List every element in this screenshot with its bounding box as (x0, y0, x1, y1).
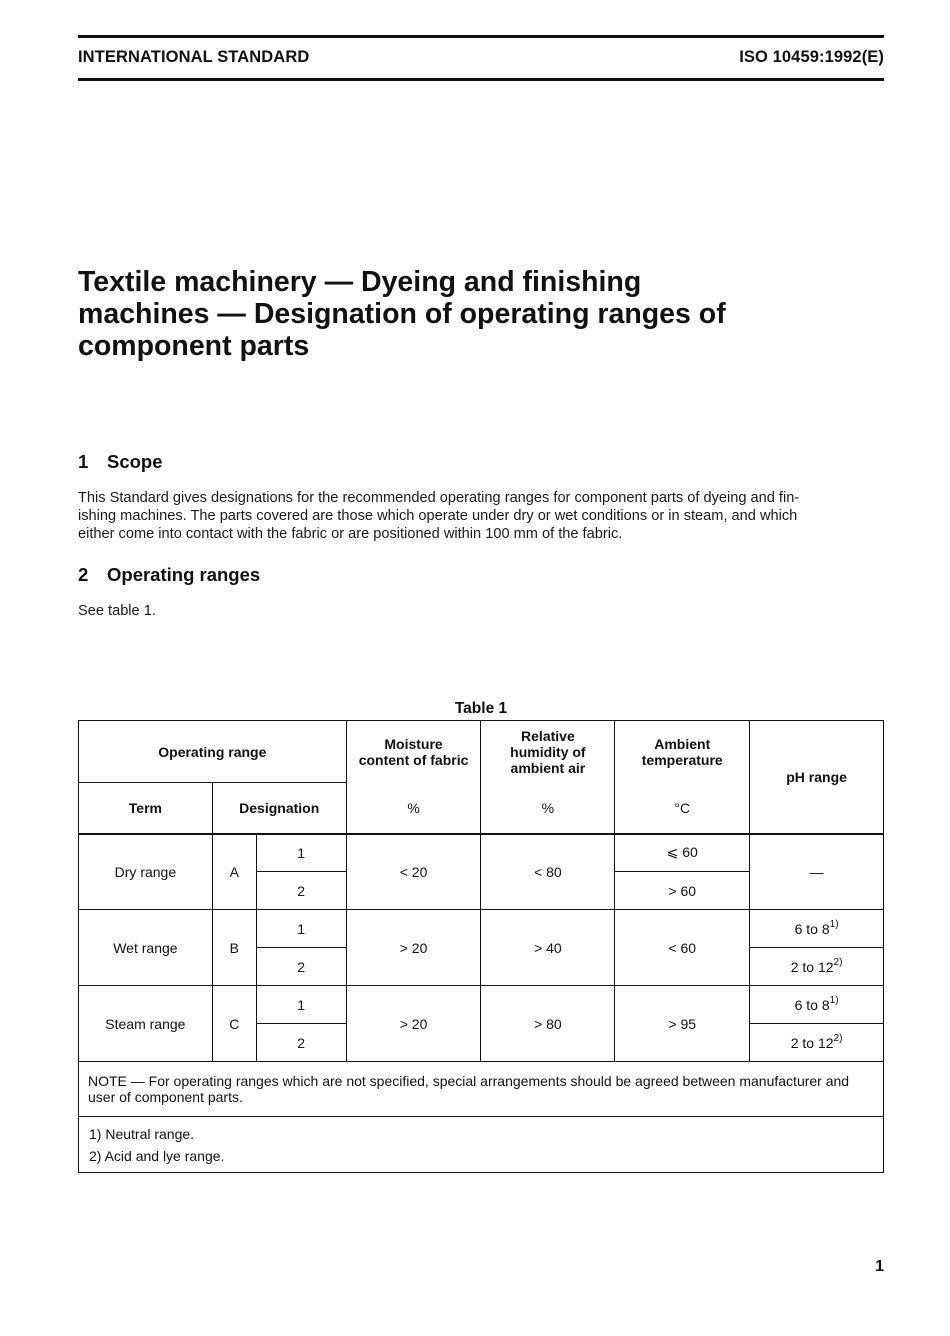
dry-temperature-1: ⩽ 60 (615, 834, 750, 872)
wet-sub-2: 2 (256, 948, 346, 986)
title-line-3: component parts (78, 330, 310, 362)
operating-ranges-line-1: See table 1. (78, 603, 156, 619)
ph-value: 2 to 12 (790, 1034, 834, 1051)
header-standard-type: INTERNATIONAL STANDARD (78, 48, 310, 66)
steam-sub-1: 1 (256, 986, 346, 1024)
wet-temperature: < 60 (615, 910, 750, 986)
steam-moisture: > 20 (346, 986, 481, 1062)
header-moisture-line-1: Moisture (384, 735, 443, 752)
section-title: Scope (107, 451, 163, 472)
scope-line-3: either come into contact with the fabric or are positioned within 100 mm of the fabric. (78, 526, 623, 542)
header-temperature-unit: °C (615, 783, 750, 834)
header-rule-top (78, 35, 884, 38)
section-heading-scope (78, 451, 163, 473)
dry-humidity: < 80 (481, 834, 615, 910)
header-standard-number: ISO 10459:1992(E) (739, 48, 884, 66)
footnote-ref: 1) (829, 994, 839, 1006)
ph-value: 2 to 12 (790, 958, 834, 975)
scope-paragraph (78, 489, 884, 543)
dry-temperature-2: > 60 (615, 872, 750, 910)
table-note-line-1: NOTE — For operating ranges which are not specified, special arrangements should be agreed between manufacturer and (88, 1073, 850, 1089)
header-rule-bottom (78, 78, 884, 81)
ph-value: 6 to 8 (794, 920, 830, 937)
dry-term: Dry range (79, 834, 213, 910)
header-moisture-line-2: content of fabric (358, 751, 469, 768)
footnote-ref: 1) (829, 918, 839, 930)
wet-designation: B (212, 910, 256, 986)
steam-sub-2: 2 (256, 1024, 346, 1062)
ph-value: 6 to 8 (794, 996, 830, 1013)
document-title (78, 266, 858, 362)
header-humidity-unit: % (481, 783, 615, 834)
footnote-ref: 2) (833, 956, 843, 968)
footnote-1: 1) Neutral range. (89, 1125, 195, 1142)
header-humidity-line-3: ambient air (510, 759, 586, 776)
dry-moisture: < 20 (346, 834, 481, 910)
header-moisture (346, 721, 481, 783)
steam-humidity: > 80 (481, 986, 615, 1062)
header-humidity-line-2: humidity of (510, 743, 586, 760)
dry-sub-1: 1 (256, 834, 346, 872)
section-heading-operating-ranges (78, 564, 260, 586)
table-footnotes (79, 1117, 884, 1173)
title-line-2: machines — Designation of operating ranges of (78, 298, 726, 330)
header-temperature-line-2: temperature (641, 751, 723, 768)
header-humidity (481, 721, 615, 783)
steam-designation: C (212, 986, 256, 1062)
header-ph-range: pH range (750, 721, 884, 834)
table-caption: Table 1 (454, 700, 508, 717)
wet-humidity: > 40 (481, 910, 615, 986)
header-humidity-line-1: Relative (521, 727, 575, 744)
steam-ph-1 (750, 986, 884, 1024)
dry-designation: A (212, 834, 256, 910)
dry-ph: — (750, 834, 884, 910)
header-temperature (615, 721, 750, 783)
wet-sub-1: 1 (256, 910, 346, 948)
steam-term: Steam range (79, 986, 213, 1062)
operating-ranges-paragraph (78, 602, 884, 620)
section-title: Operating ranges (107, 564, 261, 585)
header-term: Term (79, 783, 213, 834)
header-operating-range: Operating range (79, 721, 347, 783)
section-number: 2 (78, 564, 89, 585)
operating-ranges-table (78, 720, 884, 1173)
footnote-2: 2) Acid and lye range. (89, 1147, 225, 1164)
wet-term: Wet range (79, 910, 213, 986)
wet-moisture: > 20 (346, 910, 481, 986)
scope-line-2: ishing machines. The parts covered are those which operate under dry or wet conditions or in steam, and which (78, 508, 798, 524)
title-line-1: Textile machinery — Dyeing and finishing (78, 266, 642, 298)
header-designation: Designation (212, 783, 346, 834)
header-moisture-unit: % (346, 783, 481, 834)
footnote-ref: 2) (833, 1032, 843, 1044)
wet-ph-2 (750, 948, 884, 986)
steam-temperature: > 95 (615, 986, 750, 1062)
dry-sub-2: 2 (256, 872, 346, 910)
header-temperature-line-1: Ambient (654, 735, 711, 752)
steam-ph-2 (750, 1024, 884, 1062)
scope-line-1: This Standard gives designations for the recommended operating ranges for component parts of dyeing and fin- (78, 490, 800, 506)
wet-ph-1 (750, 910, 884, 948)
page-number: 1 (875, 1258, 884, 1275)
table-note (79, 1062, 884, 1117)
table-note-line-2: user of component parts. (88, 1089, 243, 1105)
section-number: 1 (78, 451, 89, 472)
